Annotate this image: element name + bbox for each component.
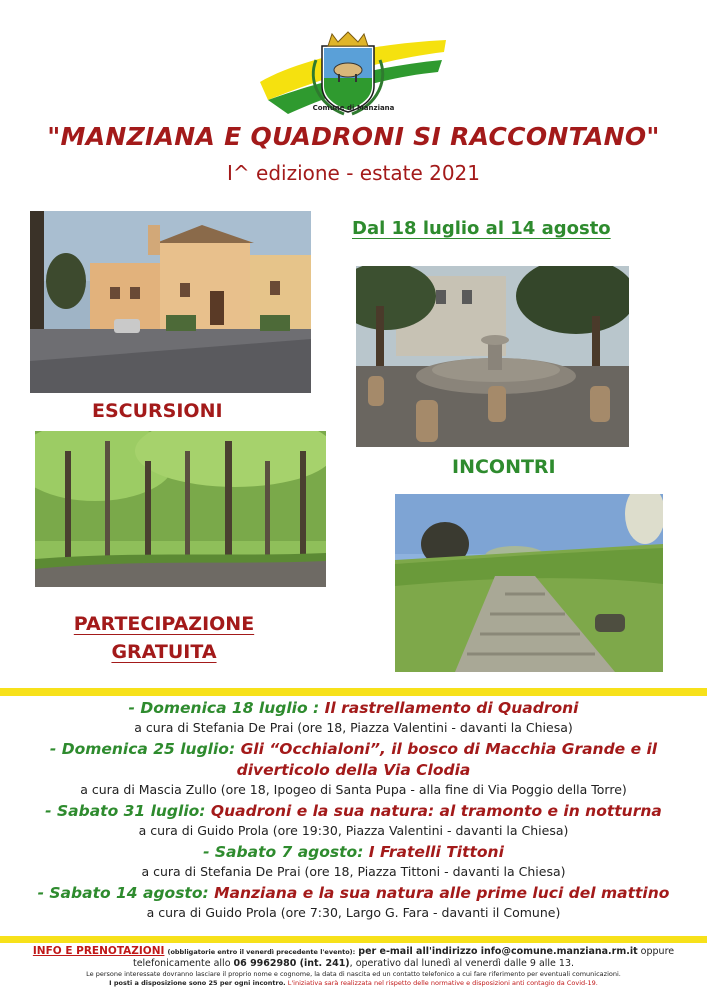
event-detail: a cura di Mascia Zullo (ore 18, Ipogeo di Santa Pupa - alla fine di Via Poggio della Torre): [80, 782, 627, 797]
event-detail: a cura di Stefania De Prai (ore 18, Piazza Tittoni - davanti la Chiesa): [141, 864, 566, 879]
label-incontri: INCONTRI: [452, 456, 556, 478]
fountain-photo: [356, 266, 629, 447]
event-title: Gli “Occhialoni”, il bosco di Macchia Grande e il: [240, 740, 658, 758]
info-label: INFO E PRENOTAZIONI: [32, 945, 165, 957]
phone-suffix: , operativo dal lunedì al venerdì dalle 9 alle 13.: [349, 958, 575, 969]
email-text[interactable]: per e-mail all'indirizzo info@comune.manziana.rm.it: [358, 946, 638, 957]
event-date: - Domenica 25 luglio:: [49, 740, 236, 758]
church-square-photo: [30, 211, 311, 393]
info-note: (obbligatorie entro il venerdì precedente l'evento):: [167, 948, 356, 956]
roman-road-photo: [395, 494, 663, 672]
woods-photo: [35, 431, 326, 587]
event-item: [0, 883, 707, 921]
event-item: [0, 739, 707, 798]
event-title: Quadroni e la sua natura: al tramonto e in notturna: [210, 802, 662, 820]
oppure-text: oppure: [640, 946, 675, 957]
event-title: Il rastrellamento di Quadroni: [324, 699, 579, 717]
event-date: - Sabato 7 agosto:: [203, 843, 364, 861]
privacy-note: Le persone interessate dovranno lasciare il proprio nome e cognome, la data di nascita ed un contatto telefonico a cui fare riferimento per eventuali comunicazioni.: [86, 970, 621, 978]
date-range: Dal 18 luglio al 14 agosto: [352, 218, 611, 239]
edition-subtitle: I^ edizione - estate 2021: [227, 161, 480, 185]
label-partecipazione: PARTECIPAZIONE: [73, 613, 255, 635]
event-title-continued: diverticolo della Via Clodia: [236, 761, 471, 779]
event-date: - Sabato 31 luglio:: [45, 802, 206, 820]
logo-caption: Comune di Manziana: [312, 104, 395, 112]
event-detail: a cura di Guido Prola (ore 19:30, Piazza Valentini - davanti la Chiesa): [138, 823, 569, 838]
event-item: [0, 698, 707, 736]
label-escursioni: ESCURSIONI: [92, 400, 223, 422]
event-detail: a cura di Stefania De Prai (ore 18, Piazza Valentini - davanti la Chiesa): [134, 720, 573, 735]
phone-number[interactable]: 06 9962980 (int. 241): [233, 958, 350, 969]
page-title: "MANZIANA E QUADRONI SI RACCONTANO": [47, 122, 660, 151]
event-date: - Sabato 14 agosto:: [37, 884, 209, 902]
phone-prefix: telefonicamente allo: [132, 958, 231, 969]
covid-note: L'iniziativa sarà realizzata nel rispetto delle normative e disposizioni anti contagio da Covid-19.: [287, 979, 598, 987]
yellow-divider-top: [0, 688, 707, 696]
event-date: - Domenica 18 luglio :: [128, 699, 320, 717]
yellow-divider-bottom: [0, 936, 707, 943]
label-partecipazione-gratuita: [52, 610, 276, 666]
event-title: Manziana e la sua natura alle prime luci del mattino: [214, 884, 670, 902]
event-detail: a cura di Guido Prola (ore 7:30, Largo G. Fara - davanti il Comune): [146, 905, 561, 920]
event-schedule: [0, 698, 707, 924]
event-title: I Fratelli Tittoni: [368, 843, 504, 861]
label-gratuita: GRATUITA: [111, 641, 217, 663]
info-footer: [0, 945, 707, 988]
event-item: [0, 801, 707, 839]
event-item: [0, 842, 707, 880]
seats-note: I posti a disposizione sono 25 per ogni incontro.: [109, 979, 286, 987]
